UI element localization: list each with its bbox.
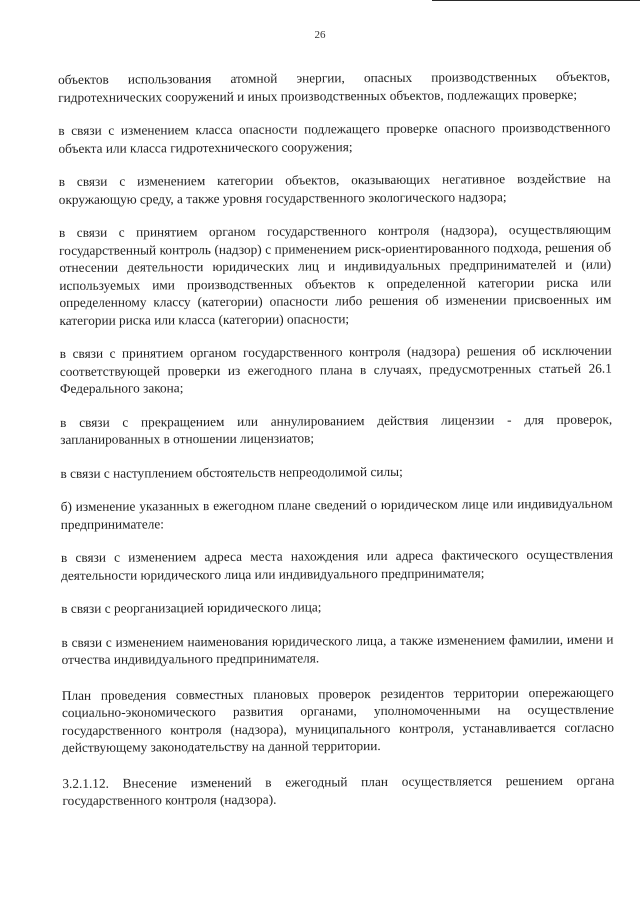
paragraph-hazard-class-change: в связи с изменением класса опасности подлежащего проверке опасного производственного объекта или класса гидротехнического сооружения; (58, 119, 611, 156)
paragraph-section-3-2-1-12: 3.2.1.12. Внесение изменений в ежегодный план осуществляется решением органа государственного контроля (надзора). (62, 772, 615, 808)
paragraph-name-change: в связи с изменением наименования юридического лица, а также изменением фамилии, имени и отчества индивидуального предпринимателя. (61, 631, 614, 667)
paragraph-force-majeure: в связи с наступлением обстоятельств непреодолимой силы; (60, 463, 403, 481)
page-number: 26 (314, 29, 326, 41)
top-rule (432, 0, 640, 1)
paragraph-exclusion-decision: в связи с принятием органом государственного контроля (надзора) решения об исключении соответствующей проверки из ежегодного плана в случаях, предусмотренных статьей 26.1 Федерального закона; (59, 342, 612, 396)
paragraph-reorganization: в связи с реорганизацией юридического лица; (61, 599, 322, 616)
paragraph-license-termination: в связи с прекращением или аннулированием действия лицензии - для проверок, запланированных в отношении лицензиатов; (60, 411, 613, 447)
paragraph-risk-category-decision: в связи с принятием органом государственного контроля (надзора), осуществляющим государственный контроль (надзор) с применением риск-ориентированного подхода, решения об отнесении деятельности юридических лиц и индивидуальных предпринимателей и (или) используемых ими производственных объектов к определенной категории риска или определенному классу (категории) опасности либо решения об изменении присвоенных им категории риска или класса (категории) опасности; (58, 221, 612, 328)
paragraph-nuclear-objects: объектов использования атомной энергии, опасных производственных объектов, гидротехнических сооружений и иных производственных объектов, подлежащих проверке; (58, 68, 611, 105)
document-body (58, 68, 615, 810)
paragraph-entity-info-change: б) изменение указанных в ежегодном плане сведений о юридическом лице или индивидуальном предпринимателе: (60, 495, 613, 532)
paragraph-joint-inspections-plan: План проведения совместных плановых проверок резидентов территории опережающего социально-экономического развития органами, уполномоченными на осуществление государственного контроля (надзора), муниципального контроля, устанавливается согласно действующему законодательству на данной территории. (61, 684, 615, 755)
paragraph-address-change: в связи с изменением адреса места нахождения или адреса фактического осуществления деятельности юридического лица или индивидуального предпринимателя; (60, 546, 614, 583)
paragraph-environment-category: в связи с изменением категории объектов, оказывающих негативное воздействие на окружающую среду, а также уровня государственного экологического надзора; (58, 170, 611, 207)
